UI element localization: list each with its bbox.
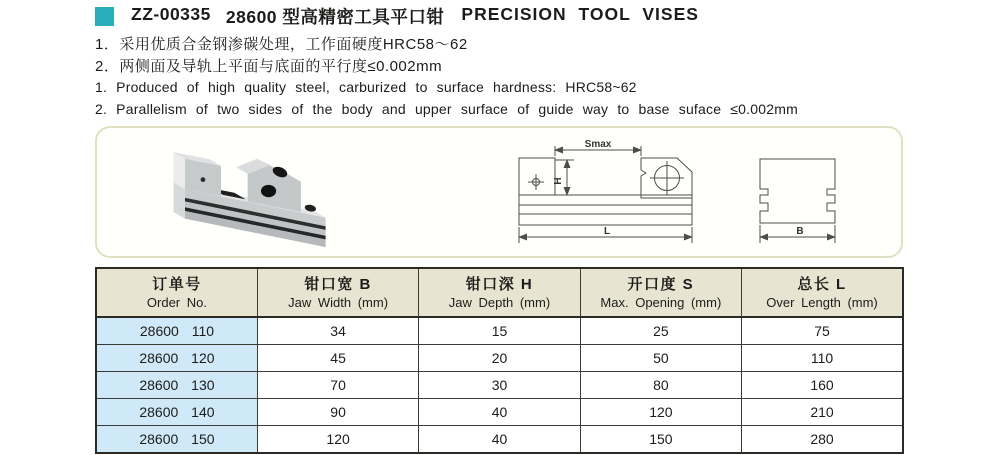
side-view-geometry xyxy=(519,158,692,225)
product-title-en: PRECISION TOOL VISES xyxy=(461,3,699,24)
product-code: ZZ-00335 xyxy=(131,3,211,24)
end-view-drawing xyxy=(748,137,868,251)
dim-label-b: B xyxy=(796,226,804,237)
spec-table-header xyxy=(96,268,903,317)
dim-label-l: L xyxy=(603,226,611,237)
end-view-dimensions xyxy=(760,225,835,243)
feature-line-en-1: 1. Produced of high quality steel, carburized to surface hardness: HRC58~62 xyxy=(95,79,637,95)
spec-value-cell: 15 xyxy=(419,317,580,345)
feature-line-cn-2: 2．两侧面及导轨上平面与底面的平行度≤0.002mm xyxy=(95,58,443,75)
table-row xyxy=(96,372,903,399)
table-row xyxy=(96,317,903,345)
spec-value-cell: 210 xyxy=(742,399,903,426)
col-header-max-opening: 开口度 S Max. Opening (mm) xyxy=(580,268,741,317)
spec-value-cell: 160 xyxy=(742,372,903,399)
col-header-over-length: 总长 L Over Length (mm) xyxy=(742,268,903,317)
spec-value-cell: 120 xyxy=(580,399,741,426)
col-header-jaw-width: 钳口宽 B Jaw Width (mm) xyxy=(257,268,418,317)
table-row xyxy=(96,345,903,372)
feature-line-cn-1: 1．采用优质合金钢渗碳处理，工作面硬度HRC58～62 xyxy=(95,36,468,53)
vise-photo xyxy=(160,134,360,250)
page-title xyxy=(131,4,699,29)
col-header-order-no: 订单号 Order No. xyxy=(96,268,257,317)
order-no-cell: 28600 140 xyxy=(96,399,257,426)
table-row xyxy=(96,426,903,454)
spec-value-cell: 280 xyxy=(742,426,903,454)
spec-value-cell: 75 xyxy=(742,317,903,345)
vise-illustration xyxy=(173,152,325,247)
order-no-cell: 28600 130 xyxy=(96,372,257,399)
spec-value-cell: 80 xyxy=(580,372,741,399)
side-view-drawing xyxy=(495,137,747,251)
product-model-cn: 28600 型高精密工具平口钳 xyxy=(225,6,445,27)
header-row xyxy=(96,268,903,317)
order-no-cell: 28600 150 xyxy=(96,426,257,454)
accent-square-icon xyxy=(95,7,114,26)
side-view-dimensions xyxy=(519,139,692,243)
page-title-row xyxy=(95,4,699,28)
table-row xyxy=(96,399,903,426)
spec-value-cell: 110 xyxy=(742,345,903,372)
spec-value-cell: 30 xyxy=(419,372,580,399)
spec-value-cell: 45 xyxy=(257,345,418,372)
col-header-jaw-depth: 钳口深 H Jaw Depth (mm) xyxy=(419,268,580,317)
spec-value-cell: 120 xyxy=(257,426,418,454)
spec-value-cell: 20 xyxy=(419,345,580,372)
clamp-screw-hole-front xyxy=(261,185,276,197)
end-view-geometry xyxy=(760,159,835,223)
spec-table xyxy=(95,267,904,454)
dim-label-smax: Smax xyxy=(584,139,612,150)
spec-value-cell: 25 xyxy=(580,317,741,345)
table-body xyxy=(96,317,903,453)
spec-value-cell: 40 xyxy=(419,399,580,426)
spec-value-cell: 40 xyxy=(419,426,580,454)
spec-value-cell: 70 xyxy=(257,372,418,399)
dim-label-h: H xyxy=(553,177,564,185)
spec-value-cell: 50 xyxy=(580,345,741,372)
order-no-cell: 28600 120 xyxy=(96,345,257,372)
order-no-cell: 28600 110 xyxy=(96,317,257,345)
spec-value-cell: 90 xyxy=(257,399,418,426)
feature-line-en-2: 2. Parallelism of two sides of the body and upper surface of guide way to base suface ≤0.002mm xyxy=(95,101,798,117)
fixed-jaw-hole xyxy=(201,177,206,182)
spec-value-cell: 150 xyxy=(580,426,741,454)
spec-value-cell: 34 xyxy=(257,317,418,345)
